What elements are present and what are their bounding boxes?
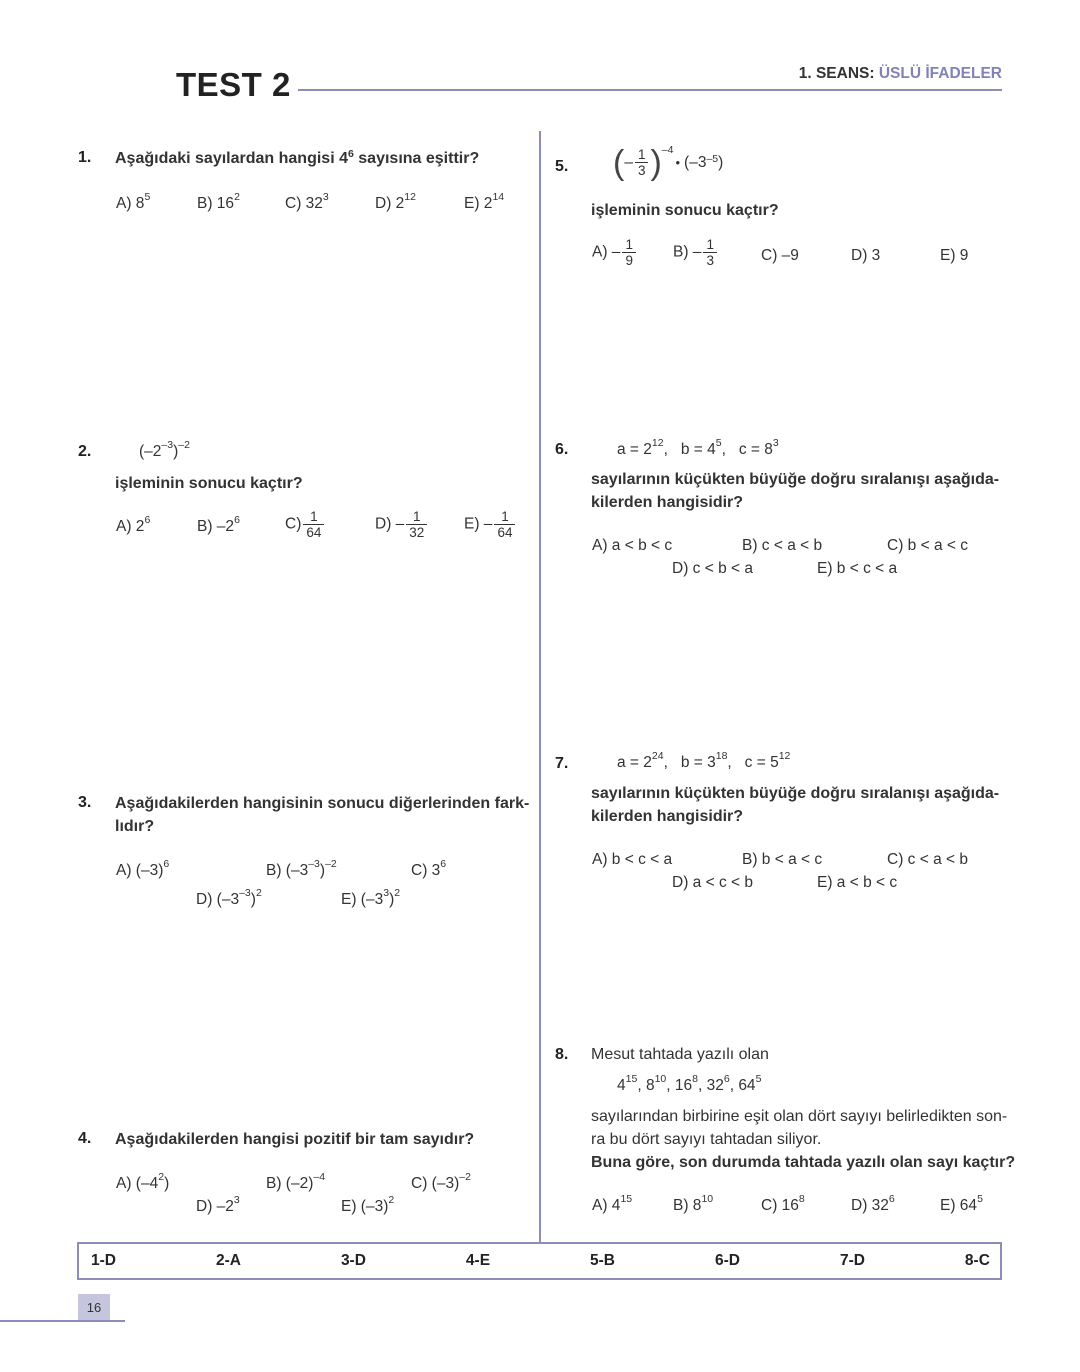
q3-option-a[interactable]: A) $(-3)^6$ [116,858,170,879]
q2-option-e[interactable]: E) – $\frac{1}{64}$ [464,509,517,540]
q1-text-sup: 6 [347,148,354,160]
title-underline [298,89,1002,91]
q8-text-line1: sayılarından birbirine eşit olan dört sayıyı belirledikten son- [591,1108,1008,1125]
q1-option-a[interactable]: A) $8^5$ [116,191,151,212]
q7-number: 7. [555,755,569,772]
page-number: 16 [78,1294,110,1320]
q2-option-c[interactable]: C) $\frac{1}{64}$ [285,509,326,540]
q7-text [591,782,999,828]
q2-option-a[interactable]: A) $2^6$ [116,514,151,535]
q3-option-c[interactable]: C) $3^6$ [411,858,447,879]
q5-option-e[interactable]: E) 9 [940,247,969,264]
q5-number: 5. [555,158,569,175]
q8-option-c[interactable]: C) $16^8$ [761,1193,805,1214]
q3-text-line1: Aşağıdakilerden hangisinin sonucu diğerlerinden fark- [115,795,530,812]
q6-option-b[interactable]: B) c < a < b [742,537,823,554]
q7-definitions: $a = 2^{24}$, $b = 3^{18}$, $c = 5^{12}$ [617,750,791,771]
q3-text [115,792,529,838]
q3-option-b[interactable]: B) $(-3^{-3})^{-2}$ [266,858,337,879]
q2-expression: $(-2^{-3})^{-2}$ [139,439,190,460]
answer-key-bar [77,1242,1002,1280]
q7-option-c[interactable]: C) c < a < b [887,851,968,868]
q5-frac-sign: – [624,153,633,171]
section-heading [799,65,1002,83]
q7-option-a[interactable]: A) b < c < a [592,851,673,868]
seans-topic: ÜSLÜ İFADELER [878,65,1002,82]
q4-option-e[interactable]: E) $(-3)^2$ [341,1194,395,1215]
q7-text-line2: kilerden hangisidir? [591,808,744,825]
q4-option-c[interactable]: C) $(-3)^{-2}$ [411,1171,471,1192]
q5-expression: ( – $\frac{1}{3}$ ) $^{-4}$ • (–3 $^{-5}$ ) [613,143,724,182]
q3-text-line2: lıdır? [115,818,155,835]
q8-intro: Mesut tahtada yazılı olan [591,1046,769,1063]
q7-text-line1: sayılarının küçükten büyüğe doğru sıralanışı aşağıda- [591,785,1000,802]
q6-option-a[interactable]: A) a < b < c [592,537,673,554]
answer-key-item: 2-A [215,1252,241,1269]
q7-option-d[interactable]: D) a < c < b [672,874,753,891]
q2-option-d[interactable]: D) – $\frac{1}{32}$ [375,509,429,540]
q8-question: Buna göre, son durumda tahtada yazılı olan sayı kaçtır? [591,1154,1016,1171]
q4-number: 4. [78,1130,92,1147]
q4-option-b[interactable]: B) $(-2)^{-4}$ [266,1171,326,1192]
q8-numbers: $4^{15}$, $8^{10}$, $16^8$, $32^6$, $64^5$ [617,1073,762,1094]
q6-text-line1: sayılarının küçükten büyüğe doğru sıralanışı aşağıda- [591,471,1000,488]
q8-number: 8. [555,1046,569,1063]
q6-definitions: $a = 2^{12}$, $b = 4^5$, $c = 8^3$ [617,437,779,458]
answer-key-item: 6-D [714,1252,740,1269]
test-title: TEST 2 [176,66,291,103]
q5-option-a[interactable]: A) – $\frac{1}{9}$ [592,237,638,268]
column-divider [539,131,541,1242]
q1-option-d[interactable]: D) $2^{12}$ [375,191,416,212]
q1-option-c[interactable]: C) $32^3$ [285,191,329,212]
q2-number: 2. [78,443,92,460]
answer-key-item: 8-C [964,1252,990,1269]
answer-key-item: 4-E [465,1252,491,1269]
q6-option-d[interactable]: D) c < b < a [672,560,753,577]
q3-option-e[interactable]: E) $(-3^3)^2$ [341,887,401,908]
q6-number: 6. [555,441,569,458]
answer-key-item: 1-D [91,1252,116,1269]
q8-option-d[interactable]: D) $32^6$ [851,1193,895,1214]
q1-number: 1. [78,149,92,166]
q1-option-e[interactable]: E) $2^{14}$ [464,191,505,212]
q8-option-e[interactable]: E) $64^5$ [940,1193,983,1214]
q5-option-c[interactable]: C) –9 [761,247,799,264]
q4-text: Aşağıdakilerden hangisi pozitif bir tam sayıdır? [115,1131,475,1148]
q1-text-a: Aşağıdaki sayılardan hangisi 4 [115,150,348,167]
q7-option-e[interactable]: E) a < b < c [817,874,898,891]
seans-prefix: 1. SEANS: [798,65,875,82]
answer-key-item: 3-D [340,1252,366,1269]
q4-option-a[interactable]: A) $(-4^2)$ [116,1171,170,1192]
q8-option-a[interactable]: A) $4^{15}$ [592,1193,633,1214]
q6-text-line2: kilerden hangisidir? [591,494,744,511]
q6-option-c[interactable]: C) b < a < c [887,537,968,554]
q2-option-b[interactable]: B) $-2^6$ [197,514,240,535]
q6-option-e[interactable]: E) b < c < a [817,560,898,577]
q5-fraction: $\frac{1}{3}$ [635,147,649,178]
q8-option-b[interactable]: B) $8^{10}$ [673,1193,714,1214]
page-number-rule [0,1320,125,1322]
q8-text-line2: ra bu dört sayıyı tahtadan siliyor. [591,1131,822,1148]
answer-key-item: 5-B [590,1252,615,1269]
q8-text [591,1105,1007,1151]
q1-text-b: sayısına eşittir? [353,150,480,167]
q5-frac-exp: –4 [661,143,674,156]
q5-dot: • [675,155,681,170]
q5-paren-open: ( [613,143,625,182]
q5-option-b[interactable]: B) – $\frac{1}{3}$ [673,237,719,268]
q1-option-b[interactable]: B) $16^2$ [197,191,240,212]
q5-option-d[interactable]: D) 3 [851,247,881,264]
q7-option-b[interactable]: B) b < a < c [742,851,823,868]
q3-option-d[interactable]: D) $(-3^{-3})^2$ [196,887,262,908]
q6-text [591,468,999,514]
q4-option-d[interactable]: D) $-2^3$ [196,1194,240,1215]
q5-paren-close: ) [650,143,662,182]
answer-key-item: 7-D [839,1252,865,1269]
q5-text: işleminin sonucu kaçtır? [591,202,779,219]
q2-text: işleminin sonucu kaçtır? [115,475,303,492]
q3-number: 3. [78,794,92,811]
q1-text [115,147,479,170]
